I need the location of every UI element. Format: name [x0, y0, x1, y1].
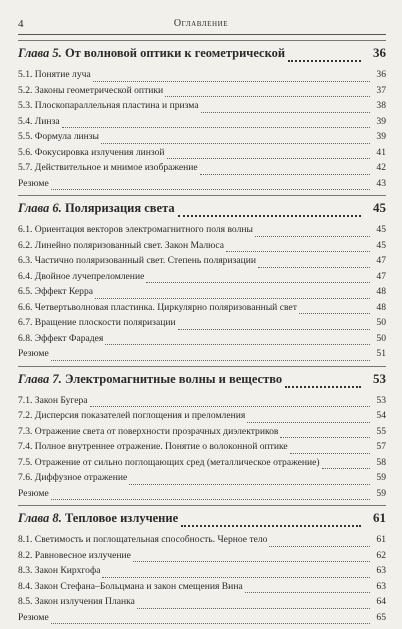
- entry-title: 7.5. Отражение от сильно поглощающих сред (металлическое отражение): [18, 456, 320, 468]
- entry-title: 5.6. Фокусировка излучения линзой: [18, 146, 165, 158]
- chapter-label: Глава 5.: [18, 46, 62, 60]
- chapter-page-number: 36: [373, 45, 386, 60]
- dot-leader: [137, 607, 370, 609]
- dot-leader: [269, 545, 370, 547]
- entry-title: 8.2. Равновесное излучение: [18, 549, 131, 561]
- table-of-contents: [18, 40, 386, 629]
- entry-page-number: 39: [376, 115, 386, 127]
- toc-entry: [18, 100, 386, 116]
- toc-entry: [18, 302, 386, 318]
- dot-leader: [181, 525, 361, 527]
- entry-page-number: 55: [376, 425, 386, 437]
- dot-leader: [226, 250, 370, 252]
- toc-entry: [18, 240, 386, 256]
- entry-page-number: 39: [376, 131, 386, 142]
- toc-entry: [18, 441, 386, 457]
- dot-leader: [129, 483, 370, 485]
- entry-page-number: 57: [376, 441, 386, 452]
- chapter-title: Поляризация света: [64, 201, 175, 215]
- entry-title: Резюме: [18, 348, 49, 359]
- dot-leader: [102, 576, 370, 578]
- toc-entry: [18, 317, 386, 333]
- entry-page-number: 61: [376, 534, 386, 545]
- entry-page-number: 45: [376, 224, 386, 235]
- chapter-page-number: 45: [373, 200, 386, 215]
- dot-leader: [101, 142, 370, 144]
- dot-leader: [247, 421, 370, 423]
- chapter-label: Глава 8.: [18, 511, 62, 525]
- entry-title: 6.8. Эффект Фарадея: [18, 332, 104, 344]
- dot-leader: [51, 622, 370, 624]
- chapter-section: [18, 40, 386, 195]
- entry-page-number: 42: [376, 162, 386, 173]
- page-header: [0, 18, 402, 34]
- dot-leader: [178, 215, 361, 217]
- entry-title: 6.7. Вращение плоскости поляризации: [18, 317, 176, 328]
- entry-page-number: 43: [376, 177, 386, 189]
- entry-title: Резюме: [18, 177, 49, 189]
- dot-leader: [201, 111, 370, 113]
- dot-leader: [178, 328, 370, 330]
- entry-title: 8.5. Закон излучения Планка: [18, 596, 135, 607]
- entry-title: 5.7. Действительное и мнимое изображение: [18, 162, 198, 173]
- entry-title: 5.4. Линза: [18, 115, 60, 127]
- entry-page-number: 38: [376, 100, 386, 111]
- entry-page-number: 47: [376, 255, 386, 266]
- running-title: Оглавление: [173, 18, 229, 29]
- dot-leader: [165, 95, 370, 97]
- entry-title: 5.2. Законы геометрической оптики: [18, 84, 164, 96]
- chapter-page-number: 53: [373, 370, 386, 386]
- entry-title: 5.1. Понятие луча: [18, 69, 91, 80]
- chapter-heading: [18, 200, 386, 220]
- toc-entry: [18, 488, 386, 504]
- toc-entry: [18, 255, 386, 271]
- entry-page-number: 41: [376, 146, 386, 158]
- dot-leader: [280, 436, 370, 438]
- entry-title: 7.2. Дисперсия показателей поглощения и преломления: [18, 410, 246, 421]
- entry-page-number: 37: [376, 84, 386, 96]
- toc-entry: [18, 162, 386, 178]
- toc-entry: [18, 534, 386, 550]
- entry-page-number: 53: [376, 394, 386, 406]
- entry-title: 7.3. Отражение света от поверхности прозрачных диэлектриков: [18, 425, 279, 437]
- entry-title: Резюме: [18, 611, 49, 623]
- dot-leader: [90, 405, 370, 407]
- dot-leader: [290, 452, 370, 454]
- entry-page-number: 48: [376, 301, 386, 313]
- entry-page-number: 65: [376, 611, 386, 623]
- toc-entry: [18, 348, 386, 364]
- entry-page-number: 59: [376, 487, 386, 499]
- page-number: 4: [18, 18, 24, 30]
- entry-title: 8.4. Закон Стефана–Больцмана и закон смещения Вина: [18, 580, 243, 592]
- chapter-section: [18, 505, 386, 629]
- toc-entry: [18, 147, 386, 163]
- entry-page-number: 45: [376, 239, 386, 251]
- chapter-heading: [18, 45, 386, 65]
- entry-page-number: 59: [376, 472, 386, 483]
- toc-entry: [18, 286, 386, 302]
- entry-title: 5.3. Плоскопараллельная пластина и призма: [18, 100, 199, 111]
- entry-page-number: 58: [376, 456, 386, 468]
- dot-leader: [51, 359, 370, 361]
- entry-page-number: 50: [376, 317, 386, 328]
- entry-page-number: 64: [376, 596, 386, 607]
- chapter-title: От волновой оптики к геометрической: [64, 46, 286, 60]
- toc-entry: [18, 457, 386, 473]
- chapter-section: [18, 366, 386, 506]
- dot-leader: [258, 266, 370, 268]
- dot-leader: [322, 467, 370, 469]
- toc-entry: [18, 410, 386, 426]
- dot-leader: [93, 80, 370, 82]
- toc-entry: [18, 178, 386, 194]
- dot-leader: [255, 235, 370, 237]
- entry-title: 6.5. Эффект Керра: [18, 286, 94, 297]
- chapter-label: Глава 6.: [18, 201, 62, 215]
- toc-entry: [18, 596, 386, 612]
- dot-leader: [51, 188, 370, 190]
- toc-entry: [18, 565, 386, 581]
- dot-leader: [95, 297, 370, 299]
- chapter-heading: [18, 510, 386, 530]
- dot-leader: [200, 173, 370, 175]
- toc-entry: [18, 69, 386, 85]
- toc-entry: [18, 116, 386, 132]
- chapter-label: Глава 7.: [18, 371, 62, 386]
- entry-page-number: 62: [376, 549, 386, 561]
- chapter-title: Электромагнитные волны и вещество: [64, 371, 283, 386]
- toc-entry: [18, 550, 386, 566]
- entry-title: 6.4. Двойное лучепреломление: [18, 270, 145, 282]
- toc-entry: [18, 224, 386, 240]
- header-rule: [18, 34, 386, 35]
- toc-entry: [18, 472, 386, 488]
- entry-title: 6.3. Частично поляризованный свет. Степень поляризации: [18, 255, 257, 266]
- entry-page-number: 50: [376, 332, 386, 344]
- chapter-heading: [18, 371, 386, 391]
- entry-title: 6.1. Ориентация векторов электромагнитного поля волны: [18, 224, 253, 235]
- dot-leader: [299, 312, 370, 314]
- toc-entry: [18, 333, 386, 349]
- dot-leader: [62, 126, 370, 128]
- dot-leader: [288, 60, 361, 62]
- toc-entry: [18, 131, 386, 147]
- chapter-section: [18, 195, 386, 366]
- dot-leader: [51, 498, 370, 500]
- entry-title: 7.6. Диффузное отражение: [18, 472, 128, 483]
- dot-leader: [105, 343, 370, 345]
- dot-leader: [167, 157, 370, 159]
- dot-leader: [146, 281, 370, 283]
- toc-entry: [18, 581, 386, 597]
- toc-entry: [18, 426, 386, 442]
- entry-title: 7.1. Закон Бугера: [18, 394, 88, 406]
- chapter-page-number: 61: [373, 510, 386, 525]
- toc-entry: [18, 395, 386, 411]
- dot-leader: [133, 560, 370, 562]
- entry-page-number: 47: [376, 270, 386, 282]
- entry-page-number: 36: [376, 69, 386, 80]
- entry-title: 8.3. Закон Кирхгофа: [18, 565, 101, 576]
- toc-entry: [18, 271, 386, 287]
- dot-leader: [285, 386, 361, 388]
- entry-page-number: 63: [376, 580, 386, 592]
- entry-title: 8.1. Светимость и поглощательная способность. Черное тело: [18, 534, 268, 545]
- entry-page-number: 54: [376, 410, 386, 421]
- entry-page-number: 63: [376, 565, 386, 576]
- chapter-title: Тепловое излучение: [64, 511, 179, 525]
- entry-title: 7.4. Полное внутреннее отражение. Понятие о волоконной оптике: [18, 441, 288, 452]
- entry-title: 6.2. Линейно поляризованный свет. Закон Малюса: [18, 239, 224, 251]
- toc-entry: [18, 85, 386, 101]
- entry-page-number: 48: [376, 286, 386, 297]
- entry-title: Резюме: [18, 487, 49, 499]
- dot-leader: [245, 591, 370, 593]
- entry-page-number: 51: [376, 348, 386, 359]
- entry-title: 6.6. Четвертьволновая пластинка. Циркулярно поляризованный свет: [18, 301, 297, 313]
- toc-entry: [18, 612, 386, 628]
- entry-title: 5.5. Формула линзы: [18, 131, 99, 142]
